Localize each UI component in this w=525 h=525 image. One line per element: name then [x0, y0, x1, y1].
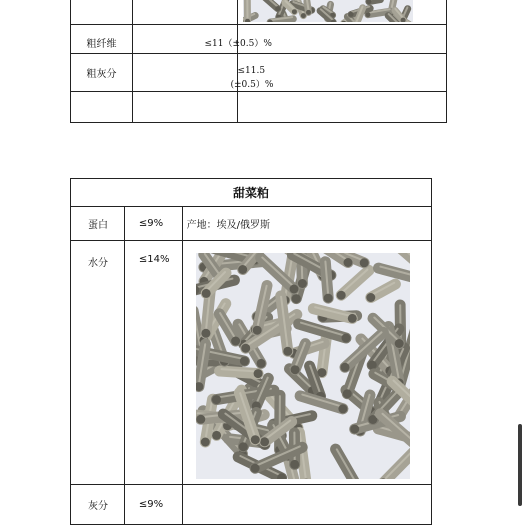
top-spec-table	[70, 0, 447, 123]
table-cell	[71, 25, 133, 54]
table-cell	[124, 241, 182, 485]
table-row	[71, 25, 447, 54]
table-title: 甜菜粕	[71, 179, 432, 207]
table-cell	[124, 485, 182, 525]
table-cell	[71, 54, 133, 92]
beet-pulp-spec-table	[70, 178, 432, 525]
table-cell	[133, 92, 238, 123]
origin-note: 产地：埃及/俄罗斯	[186, 220, 270, 231]
table-cell	[71, 92, 133, 123]
pellet-photo	[196, 253, 410, 479]
scrollbar-thumb[interactable]	[518, 424, 522, 506]
row-value-ash: ≤9%	[138, 499, 164, 510]
top-photo-cell	[238, 0, 447, 25]
table-row	[71, 54, 447, 92]
table-row	[71, 485, 432, 525]
row-label-moisture: 水分	[88, 258, 108, 269]
table-cell	[238, 92, 447, 123]
table-cell	[133, 54, 274, 92]
table-cell	[182, 207, 431, 241]
table-row	[71, 92, 447, 123]
table-cell	[71, 241, 125, 485]
photo-cell	[182, 241, 431, 485]
table-cell	[71, 207, 125, 241]
table-row	[71, 241, 432, 485]
row-value-ash-line2: (±0.5）%	[230, 79, 274, 90]
table-cell	[133, 25, 272, 54]
row-value-ash-line1: ≤11.5	[237, 65, 266, 76]
table-cell	[124, 207, 182, 241]
row-label-protein: 蛋白	[88, 220, 108, 231]
row-value-protein: ≤9%	[138, 218, 164, 229]
row-label-ash: 灰分	[88, 501, 108, 512]
table-title-row	[71, 179, 432, 207]
top-table-cell	[71, 0, 133, 25]
top-table-cell	[133, 0, 238, 25]
table-cell	[182, 485, 431, 525]
pellet-photo-top	[243, 0, 413, 22]
table-cell	[71, 485, 125, 525]
row-value-moisture: ≤14%	[138, 254, 170, 265]
row-value-fiber: ≤11（±0.5）%	[204, 38, 272, 49]
top-table-row	[71, 0, 447, 25]
row-label-ash: 粗灰分	[86, 68, 117, 80]
table-row	[71, 207, 432, 241]
row-label-fiber: 粗纤维	[86, 38, 117, 50]
